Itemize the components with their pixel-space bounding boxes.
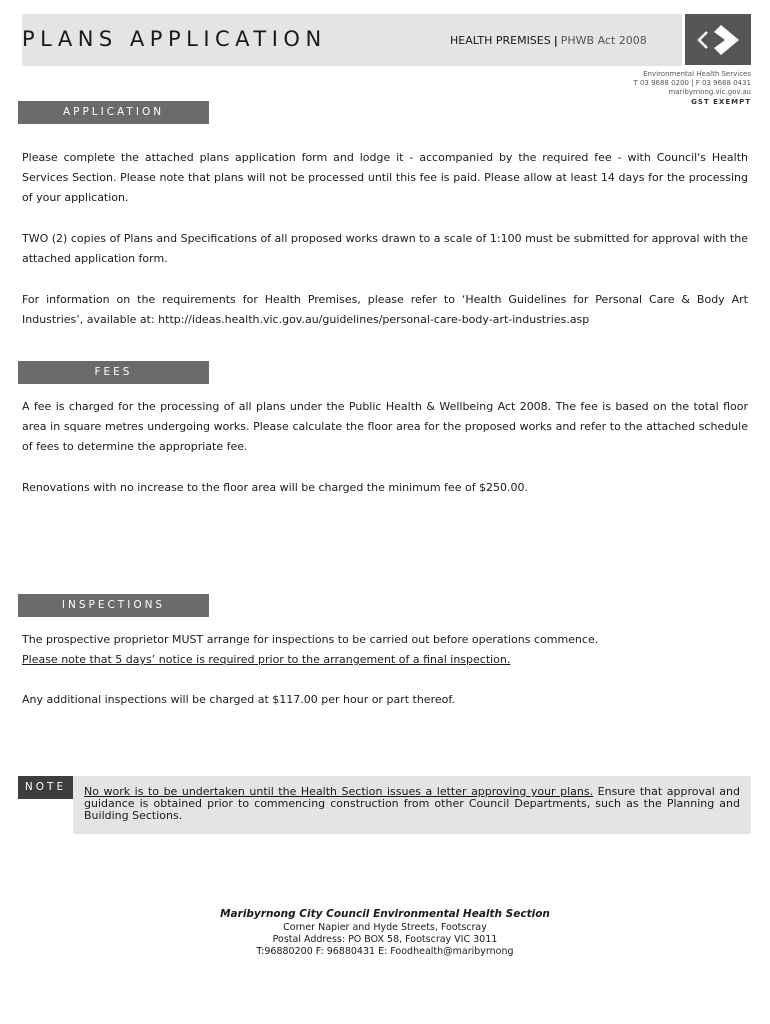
inspections-paragraph-2: Any additional inspections will be charged at $117.00 per hour or part thereof. [22, 693, 455, 706]
footer-contact: T:96880200 F: 96880431 E: Foodhealth@maribyrnong [256, 946, 514, 957]
inspections-paragraph-1 [22, 630, 748, 670]
section-heading-fees: FEES [18, 361, 209, 384]
note-underlined-text: No work is to be undertaken until the Health Section issues a letter approving your plans. [84, 785, 594, 798]
fees-paragraph-1: A fee is charged for the processing of all plans under the Public Health & Wellbeing Act 2008. The fee is based on the total floor area in square metres undergoing works. Please calculate the floor area for the proposed works and refer to the attached schedule of fees to determine the appropriate fee. [22, 400, 748, 453]
contact-block [633, 70, 751, 97]
contact-phone-fax: T 03 9688 0200 | F 03 9688 0431 [633, 79, 751, 87]
subtitle-main: HEALTH PREMISES [450, 34, 551, 47]
inspections-text: The prospective proprietor MUST arrange for inspections to be carried out before operations commence. [22, 633, 599, 646]
contact-department: Environmental Health Services [643, 70, 751, 78]
subtitle-act: PHWB Act 2008 [560, 34, 647, 47]
footer-address: Corner Napier and Hyde Streets, Footscray [283, 922, 487, 933]
council-logo-chevron-icon [685, 14, 751, 65]
footer-title: Maribyrnong City Council Environmental Health Section [220, 908, 550, 920]
note-text [84, 786, 740, 822]
application-paragraph-1: Please complete the attached plans application form and lodge it - accompanied by the required fee - with Council's Health Services Section. Please note that plans will not be processed until this fee is paid. Please allow at least 14 days for the processing of your application. [22, 151, 748, 204]
application-paragraph-2: TWO (2) copies of Plans and Specifications of all proposed works drawn to a scale of 1:100 must be submitted for approval with the attached application form. [22, 232, 748, 265]
contact-website: maribyrnong.vic.gov.au [668, 88, 751, 96]
subtitle-separator: | [553, 34, 558, 47]
note-label: NOTE [18, 776, 73, 799]
section-heading-application: APPLICATION [18, 101, 209, 124]
page-title: PLANS APPLICATION [22, 27, 327, 51]
header-subtitle [450, 34, 647, 47]
note-rest-text: Ensure that approval and guidance is obtained prior to commencing construction from other Council Departments, such as the Planning and Building Sections. [84, 785, 741, 822]
section-heading-inspections: INSPECTIONS [18, 594, 209, 617]
application-paragraph-3: For information on the requirements for Health Premises, please refer to ‘Health Guidelines for Personal Care & Body Art Industries’, available at: http://ideas.health.vic.gov.au/guidelines/personal-care-body-art-industries.asp [22, 293, 748, 326]
gst-exempt-label: GST EXEMPT [691, 98, 751, 106]
inspections-notice-underlined: Please note that 5 days’ notice is required prior to the arrangement of a final inspection. [22, 653, 511, 666]
fees-paragraph-2: Renovations with no increase to the floor area will be charged the minimum fee of $250.00. [22, 481, 529, 494]
footer-postal: Postal Address: PO BOX 58, Footscray VIC 3011 [272, 934, 498, 945]
